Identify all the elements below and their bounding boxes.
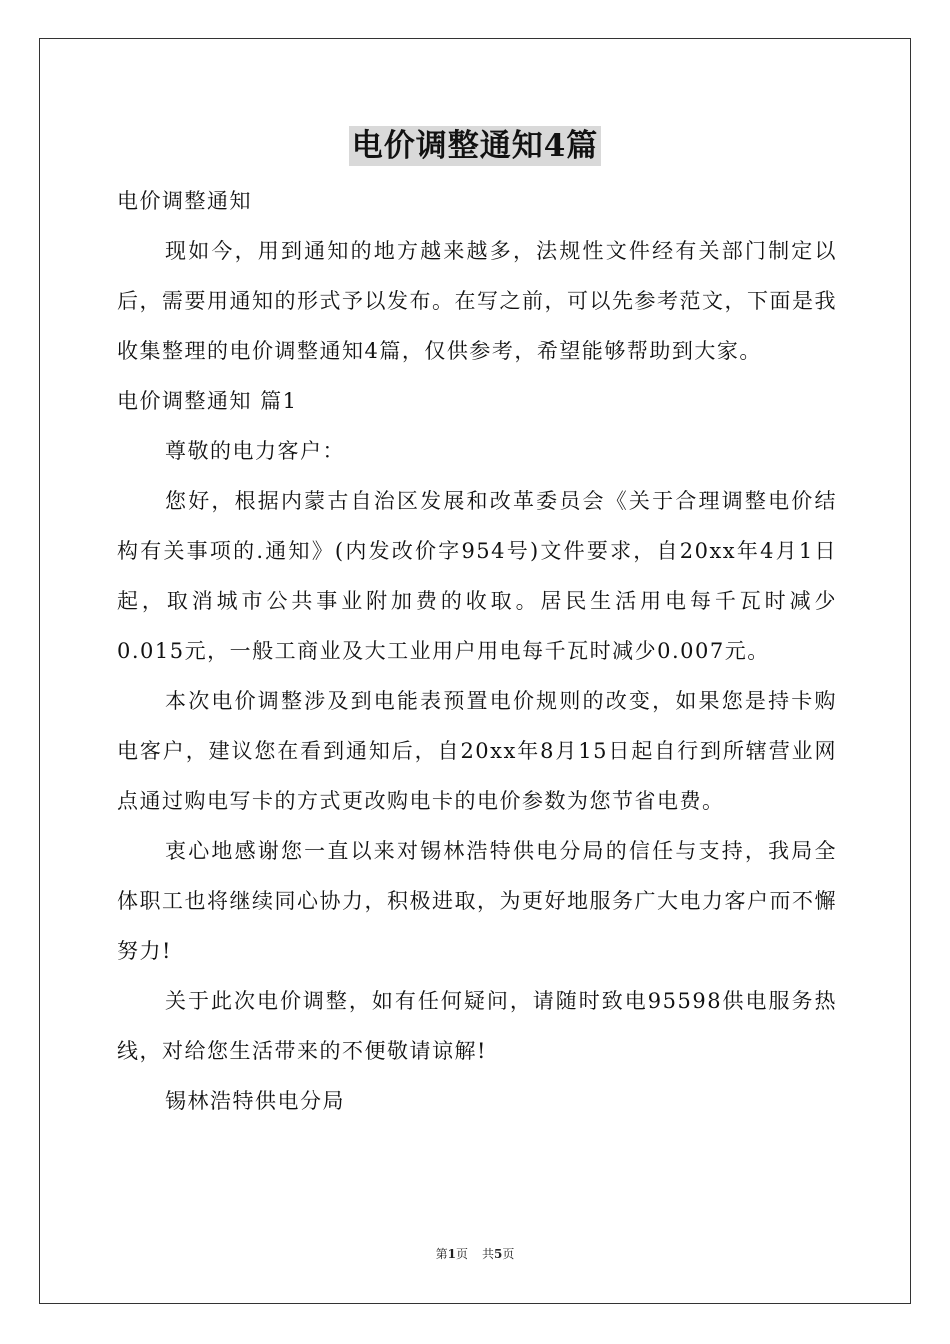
page-current: 1 bbox=[447, 1247, 456, 1261]
body-paragraph-hotline: 关于此次电价调整，如有任何疑问，请随时致电95598供电服务热线，对给您生活带来的不便敬请谅解! bbox=[117, 989, 837, 1063]
page-footer bbox=[0, 1245, 950, 1262]
salutation: 尊敬的电力客户： bbox=[165, 439, 345, 463]
intro-paragraph: 现如今，用到通知的地方越来越多，法规性文件经有关部门制定以后，需要用通知的形式予以发布。在写之前，可以先参考范文，下面是我收集整理的电价调整通知4篇，仅供参考，希望能够帮助到大家。 bbox=[117, 239, 837, 363]
body-paragraph-policy: 您好，根据内蒙古自治区发展和改革委员会《关于合理调整电价结构有关事项的.通知》(内发改价字954号)文件要求，自20xx年4月1日起，取消城市公共事业附加费的收取。居民生活用电每千瓦时减少0.015元，一般工商业及大工业用户用电每千瓦时减少0.007元。 bbox=[117, 489, 837, 663]
signature: 锡林浩特供电分局 bbox=[165, 1089, 345, 1113]
total-prefix: 共 bbox=[482, 1247, 495, 1261]
section-heading-1: 电价调整通知 篇1 bbox=[117, 389, 298, 413]
page-prefix: 第 bbox=[435, 1247, 448, 1261]
body-paragraph-card: 本次电价调整涉及到电能表预置电价规则的改变，如果您是持卡购电客户，建议您在看到通知后，自20xx年8月15日起自行到所辖营业网点通过购电写卡的方式更改购电卡的电价参数为您节省电费。 bbox=[117, 689, 837, 813]
document-body bbox=[117, 176, 837, 1126]
page-total: 5 bbox=[494, 1247, 503, 1261]
page-unit: 页 bbox=[455, 1247, 468, 1261]
title-container bbox=[0, 126, 950, 166]
document-title: 电价调整通知4篇 bbox=[349, 126, 602, 166]
body-paragraph-thanks: 衷心地感谢您一直以来对锡林浩特供电分局的信任与支持，我局全体职工也将继续同心协力，积极进取，为更好地服务广大电力客户而不懈努力! bbox=[117, 839, 837, 963]
heading-notice: 电价调整通知 bbox=[117, 189, 252, 213]
total-unit: 页 bbox=[502, 1247, 515, 1261]
